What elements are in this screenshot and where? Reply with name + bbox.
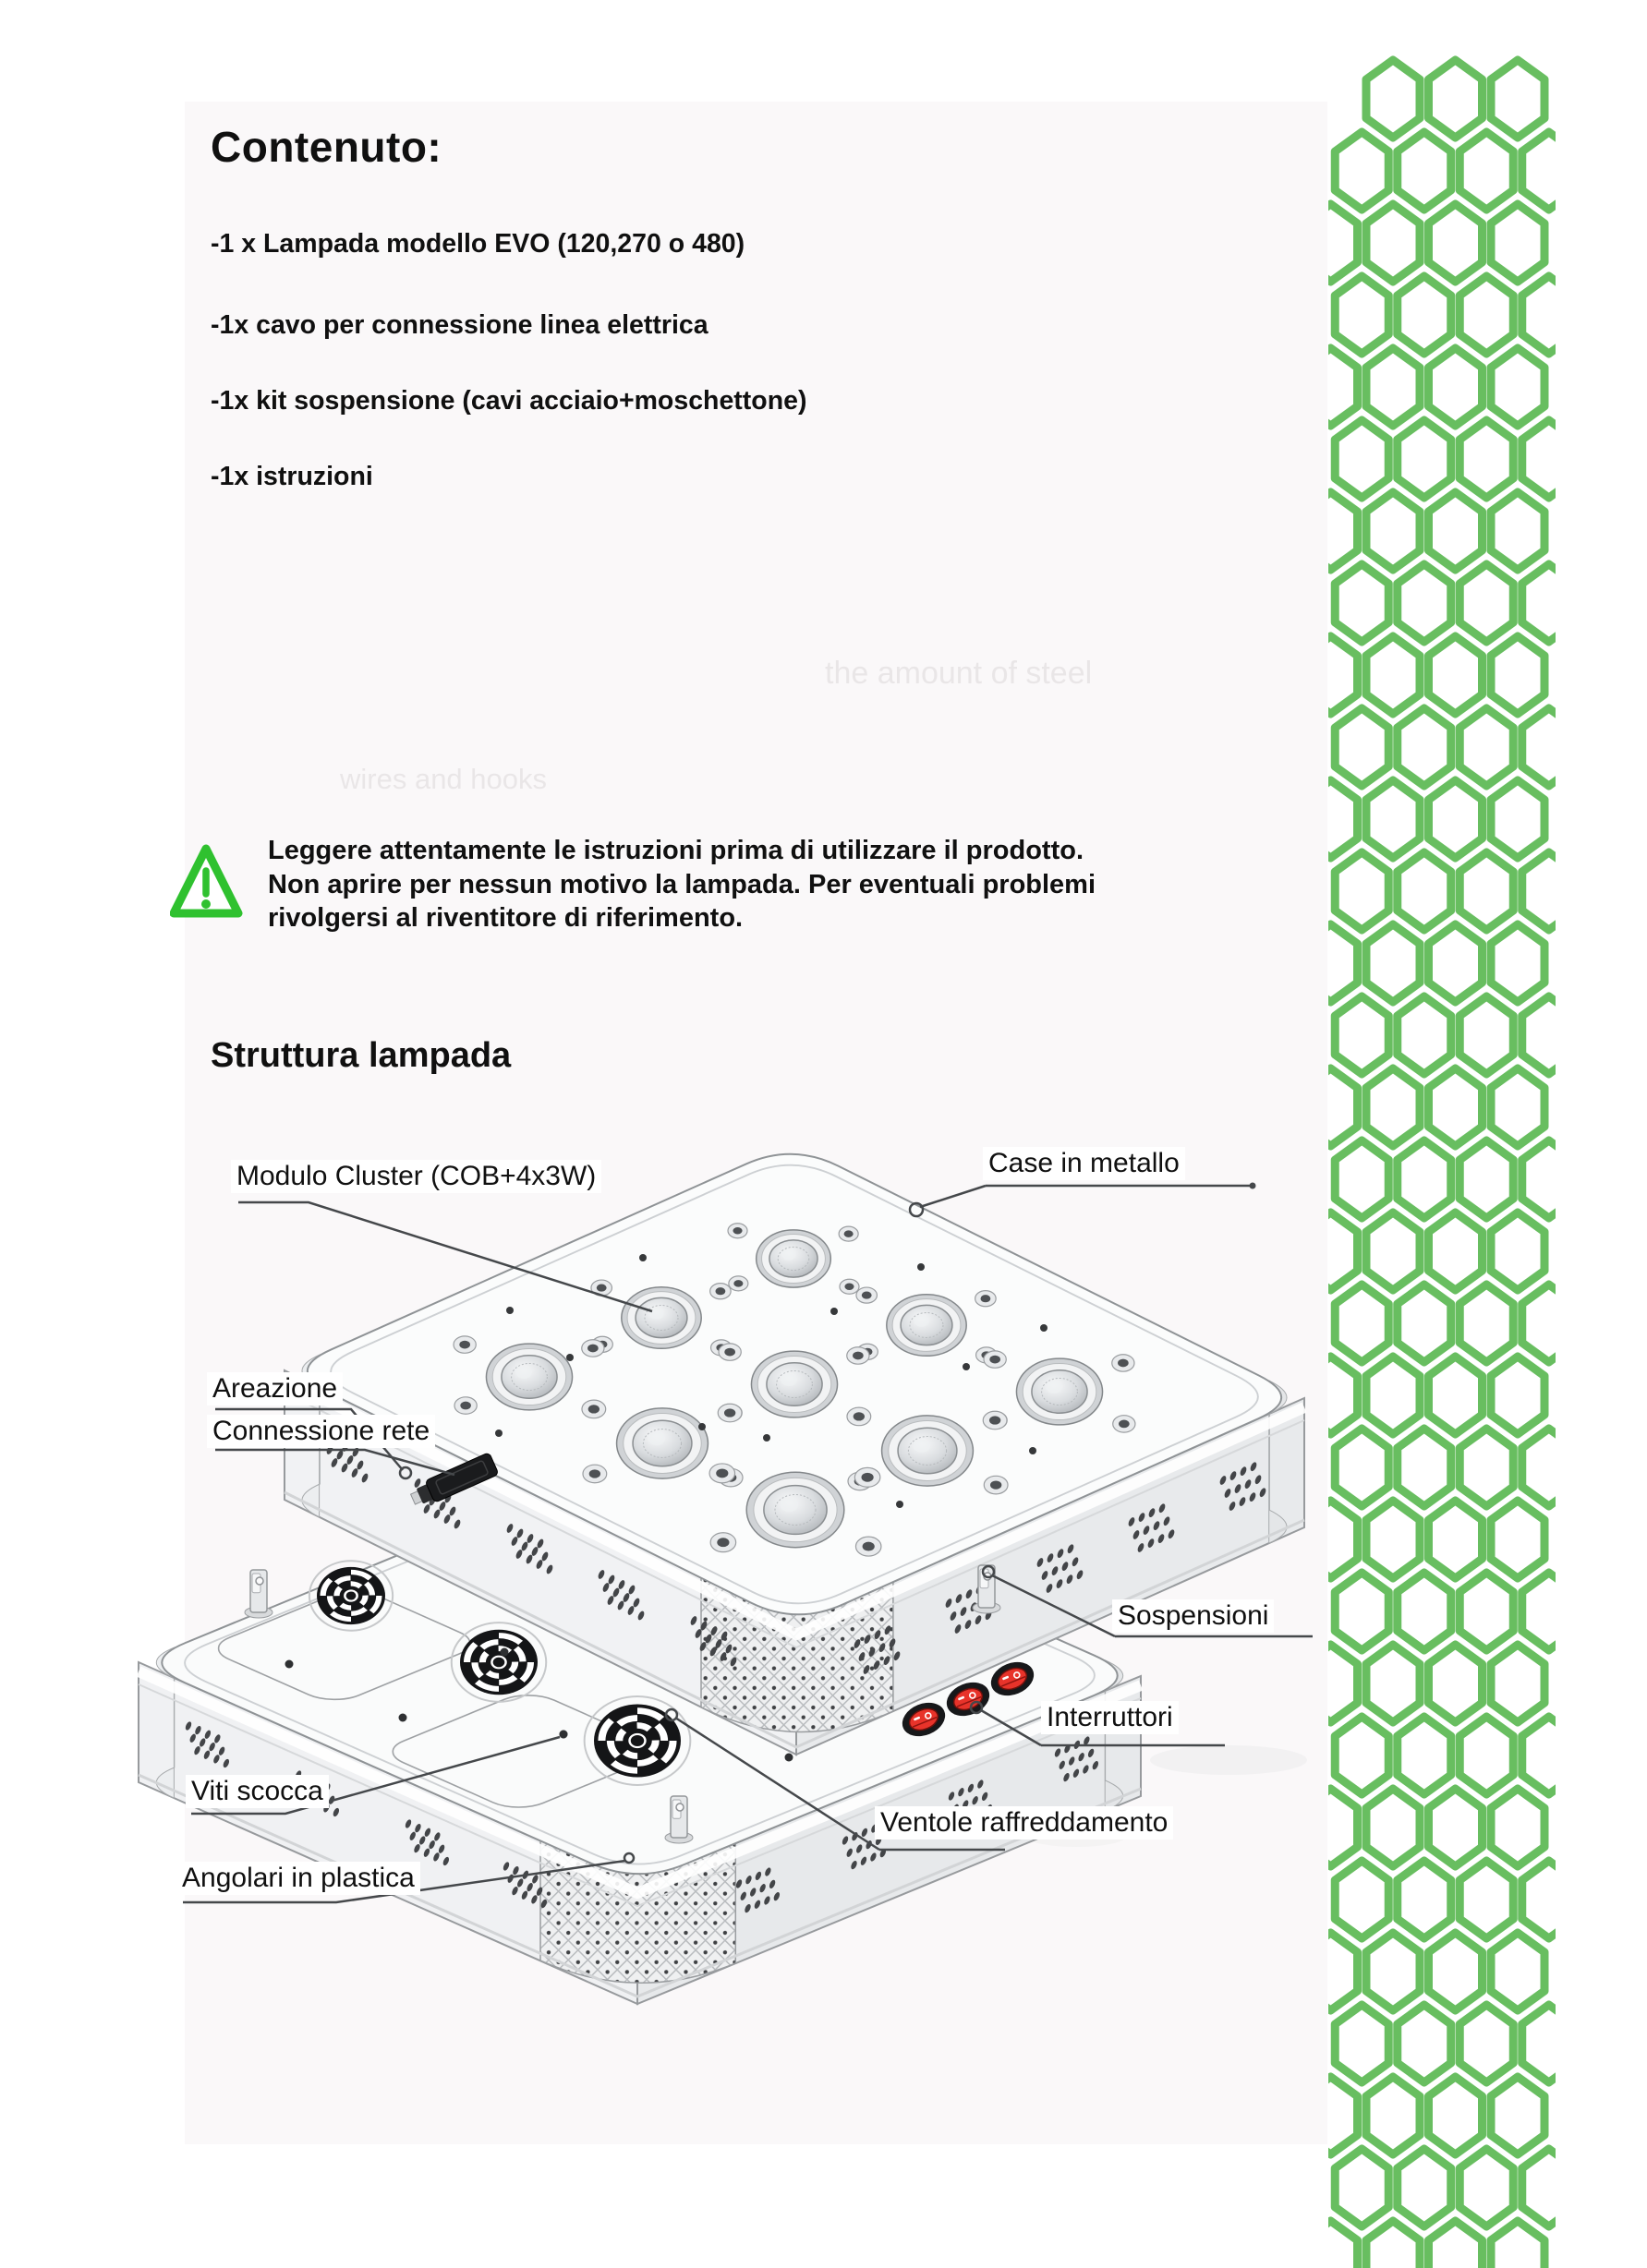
hexagon (1491, 492, 1544, 570)
hexagon (1398, 1140, 1451, 1218)
bracket-hole (256, 1577, 263, 1585)
hexagon (1398, 1861, 1451, 1938)
led-dot (589, 1469, 600, 1478)
led-dot (1119, 1420, 1130, 1429)
hexagon (1398, 564, 1451, 642)
screw-dot (285, 1660, 294, 1669)
hexagon (1335, 1285, 1388, 1362)
led-dot (724, 1408, 735, 1417)
label-case-metallo: Case in metallo (983, 1147, 1185, 1180)
hexagon (1491, 1501, 1544, 1578)
hexagon (1491, 636, 1544, 714)
hexagon (1366, 492, 1420, 570)
hexagon (1335, 852, 1388, 930)
cob-glint (1046, 1381, 1061, 1393)
hexagon (1429, 1645, 1483, 1722)
hexagon (1429, 1357, 1483, 1434)
hexagon (1366, 60, 1420, 138)
hexagon (1398, 2149, 1451, 2226)
label-areazione: Areazione (207, 1372, 343, 1405)
fan-hub (491, 1657, 505, 1669)
led-dot (862, 1292, 872, 1299)
label-interruttori: Interruttori (1041, 1701, 1179, 1734)
cob-glint (781, 1498, 799, 1512)
hexagon (1304, 1933, 1358, 2010)
hexagon (1491, 2221, 1544, 2268)
led-dot (844, 1230, 854, 1237)
hexagon (1429, 1501, 1483, 1578)
hexagon (1522, 2149, 1576, 2226)
screw-dot (896, 1501, 903, 1508)
label-viti-scocca: Viti scocca (186, 1775, 329, 1808)
hexagon (1335, 132, 1388, 210)
contents-heading: Contenuto: (211, 123, 442, 171)
hexagon (1459, 1140, 1513, 1218)
hexagon (1491, 780, 1544, 858)
led-dot (460, 1402, 471, 1410)
hexagon (1459, 1717, 1513, 1794)
hexagon (1522, 1429, 1576, 1506)
hexagon (1304, 780, 1358, 858)
hexagon (1366, 1357, 1420, 1434)
hexagon (1459, 2149, 1513, 2226)
hexagon (1366, 1501, 1420, 1578)
screw-dot (963, 1363, 970, 1370)
warning-text (268, 834, 1096, 935)
scan-smudge (1150, 1745, 1307, 1775)
hexagon (1522, 708, 1576, 786)
hexagon (1429, 636, 1483, 714)
hexagon (1491, 1068, 1544, 1146)
hexagon (1335, 996, 1388, 1074)
label-angolari-plastica: Angolari in plastica (176, 1862, 420, 1895)
hexagon (1429, 780, 1483, 858)
leader-case-metallo (910, 1183, 1256, 1217)
hexagon (1522, 1573, 1576, 1650)
hexagon (1429, 492, 1483, 570)
hexagon (1366, 1068, 1420, 1146)
hexagon (1522, 1717, 1576, 1794)
warning-line-1: Leggere attentamente le istruzioni prima di utilizzare il prodotto. (268, 836, 1084, 865)
hexagon (1491, 1933, 1544, 2010)
hexagon (1304, 348, 1358, 426)
hexagon (1335, 2149, 1388, 2226)
led-dot (587, 1345, 599, 1353)
hexagon (1459, 276, 1513, 354)
hexagon (1335, 1717, 1388, 1794)
cooling-fan (309, 1561, 393, 1630)
led-dot (990, 1480, 1001, 1489)
hexagon (1491, 2077, 1544, 2154)
led-dot (862, 1473, 874, 1482)
hexagon (1398, 852, 1451, 930)
led-dot (989, 1416, 1000, 1424)
warning-line-3: rivolgersi al riventitore di riferimento. (268, 903, 744, 933)
led-dot (1118, 1359, 1129, 1368)
screw-dot (495, 1430, 503, 1437)
led-dot (733, 1280, 743, 1287)
hexagon (1491, 348, 1544, 426)
hexagon (1304, 1212, 1358, 1290)
path-shape (920, 1186, 986, 1207)
hexagon (1304, 492, 1358, 570)
screw-dot (501, 1648, 509, 1657)
label-sospensioni: Sospensioni (1112, 1599, 1274, 1633)
ghost-text-steel: the amount of steel (825, 656, 1093, 691)
hexagon (1491, 1789, 1544, 1866)
hexagon (1335, 1861, 1388, 1938)
hexagon (1366, 348, 1420, 426)
led-dot (863, 1542, 875, 1551)
hexagon (1366, 2077, 1420, 2154)
label-connessione-rete: Connessione rete (207, 1415, 435, 1448)
led-dot (716, 1287, 726, 1295)
hexagon (1335, 276, 1388, 354)
contents-item-3: -1x kit sospensione (cavi acciaio+moschettone) (211, 386, 807, 416)
led-dot (588, 1405, 599, 1413)
hexagon (1429, 348, 1483, 426)
hexagon (1304, 1357, 1358, 1434)
hexagon (1398, 420, 1451, 498)
cob-glint (914, 1315, 929, 1327)
hexagon (1429, 2077, 1483, 2154)
led-dot (844, 1283, 854, 1290)
hexagon (1366, 1212, 1420, 1290)
screw-dot (785, 1754, 793, 1762)
screw-dot (566, 1354, 574, 1361)
warning-line-2: Non aprire per nessun motivo la lampada. Per eventuali problemi (268, 869, 1096, 899)
led-dot (724, 1348, 735, 1357)
hexagon (1398, 276, 1451, 354)
cob-glint (914, 1440, 931, 1453)
contents-item-1: -1 x Lampada modello EVO (120,270 o 480) (211, 229, 745, 259)
hexagon (1335, 420, 1388, 498)
hexagon (1304, 204, 1358, 282)
led-dot (854, 1412, 865, 1420)
hexagon (1304, 1645, 1358, 1722)
hexagon (1398, 1429, 1451, 1506)
hexagon (1335, 1140, 1388, 1218)
hexagon (1398, 1285, 1451, 1362)
hexagon (1491, 924, 1544, 1002)
hexagon (1522, 996, 1576, 1074)
cob-glint (515, 1366, 531, 1379)
screw-dot (917, 1263, 925, 1271)
fan-body (317, 1567, 385, 1624)
screw-dot (639, 1254, 647, 1261)
led-dot (597, 1285, 607, 1292)
cob-glint (648, 1432, 666, 1445)
hexagon (1459, 1861, 1513, 1938)
screw-dot (399, 1714, 407, 1722)
hexagon (1429, 1068, 1483, 1146)
hexagon (1491, 204, 1544, 282)
hexagon (1398, 1573, 1451, 1650)
cob-glint (649, 1308, 664, 1320)
hexagon (1429, 1789, 1483, 1866)
hexagon (1398, 2005, 1451, 2082)
hexagon (1491, 60, 1544, 138)
hexagon (1429, 1933, 1483, 2010)
hexagon (1366, 1933, 1420, 2010)
led-dot (459, 1341, 470, 1349)
hexagon (1522, 420, 1576, 498)
ghost-text-wires: wires and hooks (340, 763, 548, 795)
hexagon (1366, 204, 1420, 282)
hexagon (1366, 780, 1420, 858)
contents-item-4: -1x istruzioni (211, 462, 373, 491)
fan-hub (345, 1590, 357, 1600)
screw-dot (830, 1308, 838, 1315)
screw-dot (763, 1434, 770, 1442)
hexagon (1429, 204, 1483, 282)
hexagon (1522, 564, 1576, 642)
structure-heading: Struttura lampada (211, 1036, 512, 1075)
hexagon (1304, 2221, 1358, 2268)
contents-item-2: -1x cavo per connessione linea elettrica (211, 310, 708, 340)
led-dot (981, 1295, 991, 1302)
hexagon (1366, 1645, 1420, 1722)
hexagon (1335, 1573, 1388, 1650)
circle-shape (1250, 1183, 1256, 1189)
hexagon (1459, 1573, 1513, 1650)
fan-hub (630, 1734, 646, 1747)
hexagon (1335, 1429, 1388, 1506)
suspension-bracket (245, 1570, 272, 1618)
hexagon (1304, 1501, 1358, 1578)
led-dot (733, 1227, 742, 1235)
hexagon (1459, 2005, 1513, 2082)
hexagon (1459, 852, 1513, 930)
hexagon (1522, 1140, 1576, 1218)
hexagon (1522, 1861, 1576, 1938)
hexagon (1398, 132, 1451, 210)
hexagon (1398, 1717, 1451, 1794)
fan-body (594, 1705, 681, 1778)
hexagon (1304, 636, 1358, 714)
hexagon (1459, 996, 1513, 1074)
hexagon (1459, 1285, 1513, 1362)
hexagon (1429, 1212, 1483, 1290)
hexagon (1429, 60, 1483, 138)
screw-dot (698, 1423, 706, 1430)
hexagon (1459, 564, 1513, 642)
hexagon (1491, 1357, 1544, 1434)
hexagon (1522, 852, 1576, 930)
label-ventole-raffreddamento: Ventole raffreddamento (875, 1806, 1173, 1840)
circle-shape (560, 1731, 568, 1739)
hexagon (1398, 708, 1451, 786)
screw-dot (506, 1307, 514, 1314)
hexagon (1459, 132, 1513, 210)
hexagon (1398, 996, 1451, 1074)
hexagon (1522, 276, 1576, 354)
hexagon (1304, 1789, 1358, 1866)
bracket-hole (676, 1804, 684, 1811)
warning-triangle-icon (170, 842, 244, 926)
hexagon (1366, 636, 1420, 714)
hexagon (1304, 924, 1358, 1002)
hexagon (1366, 2221, 1420, 2268)
hexagon (1522, 132, 1576, 210)
hexagon (1459, 1429, 1513, 1506)
hexagon (1335, 564, 1388, 642)
fan-body (460, 1630, 538, 1695)
led-dot (717, 1538, 729, 1547)
screw-dot (1029, 1447, 1036, 1454)
led-dot (989, 1356, 1000, 1364)
led-dot (853, 1352, 864, 1360)
label-modulo-cluster: Modulo Cluster (COB+4x3W) (231, 1160, 601, 1193)
hexagon (1366, 924, 1420, 1002)
hexagon (1491, 1212, 1544, 1290)
hexagon (1429, 924, 1483, 1002)
hexagon (1522, 2005, 1576, 2082)
hexagon (1459, 708, 1513, 786)
cob-glint (781, 1373, 796, 1386)
hexagon (1335, 708, 1388, 786)
hexagon (1522, 1285, 1576, 1362)
hexagon (1335, 2005, 1388, 2082)
hexagon (1304, 1068, 1358, 1146)
hexagon (1491, 1645, 1544, 1722)
cob-glint (781, 1249, 795, 1261)
honeycomb-pattern (1304, 60, 1576, 2268)
screw-dot (1040, 1324, 1048, 1332)
hexagon (1459, 420, 1513, 498)
hexagon (1366, 1789, 1420, 1866)
hexagon (1304, 2077, 1358, 2154)
cooling-fan (452, 1623, 546, 1702)
led-dot (716, 1468, 728, 1478)
circle-shape (201, 899, 211, 909)
hexagon (1429, 2221, 1483, 2268)
